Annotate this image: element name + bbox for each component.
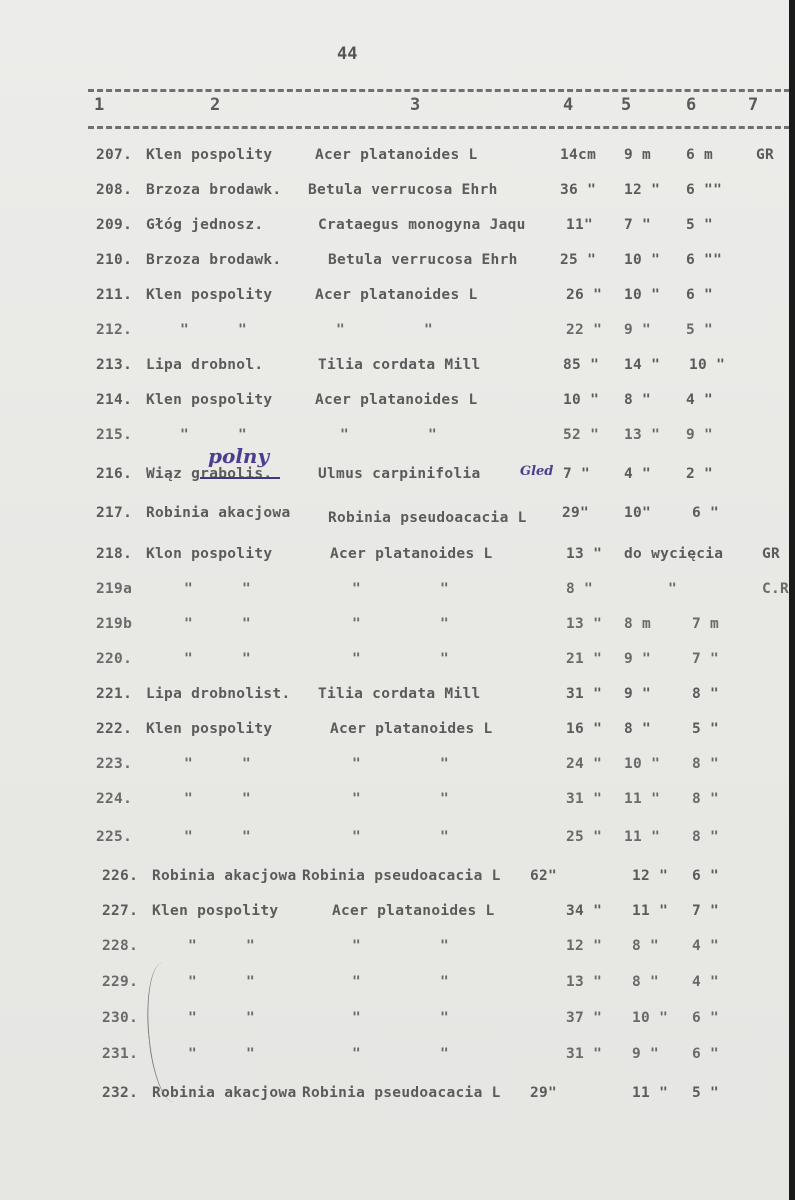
- latin-name: Robinia pseudoacacia L: [328, 510, 527, 526]
- height: 13 ": [624, 427, 661, 443]
- polish-name: " ": [184, 581, 252, 597]
- polish-name: " ": [180, 322, 248, 338]
- height: 10 ": [624, 287, 661, 303]
- row-number: 212.: [96, 322, 133, 338]
- row-number: 208.: [96, 182, 133, 198]
- crown: 6 ": [692, 505, 720, 521]
- row-number: 222.: [96, 721, 133, 737]
- crown: 5 ": [686, 322, 714, 338]
- table-row: [0, 1010, 789, 1034]
- polish-name: Wiąz grabolis.: [146, 466, 273, 482]
- diameter: 24 ": [566, 756, 603, 772]
- crown: 6 "": [686, 182, 723, 198]
- crown: 6 ": [686, 287, 714, 303]
- row-number: 211.: [96, 287, 133, 303]
- polish-name: " ": [184, 829, 252, 845]
- row-number: 219b: [96, 616, 133, 632]
- crown: 6 ": [692, 868, 720, 884]
- polish-name: Lipa drobnolist.: [146, 686, 291, 702]
- diameter: 31 ": [566, 791, 603, 807]
- polish-name: " ": [184, 616, 252, 632]
- latin-name: " ": [352, 1046, 450, 1062]
- note: C.R: [762, 581, 790, 597]
- row-number: 210.: [96, 252, 133, 268]
- latin-name: " ": [336, 322, 434, 338]
- latin-name: Tilia cordata Mill: [318, 357, 481, 373]
- height: 8 ": [632, 974, 660, 990]
- table-row: [0, 903, 789, 927]
- diameter: 31 ": [566, 1046, 603, 1062]
- diameter: 37 ": [566, 1010, 603, 1026]
- latin-name: Acer platanoides L: [315, 147, 478, 163]
- page-number: 44: [337, 44, 358, 64]
- row-number: 231.: [102, 1046, 139, 1062]
- row-number: 232.: [102, 1085, 139, 1101]
- table-row: [0, 791, 789, 815]
- note: GR: [756, 147, 775, 163]
- diameter: 22 ": [566, 322, 603, 338]
- height: 11 ": [624, 829, 661, 845]
- latin-name: Acer platanoides L: [315, 392, 478, 408]
- column-header-1: 1: [94, 95, 105, 115]
- latin-name: " ": [352, 581, 450, 597]
- row-number: 226.: [102, 868, 139, 884]
- latin-name: " ": [340, 427, 438, 443]
- height: 9 ": [624, 651, 652, 667]
- latin-name: Acer platanoides L: [332, 903, 495, 919]
- height: 4 ": [624, 466, 652, 482]
- height: 8 ": [624, 392, 652, 408]
- crown: 4 ": [692, 938, 720, 954]
- height: 12 ": [632, 868, 669, 884]
- note: GR: [762, 546, 781, 562]
- table-row: [0, 217, 789, 241]
- diameter: 13 ": [566, 546, 603, 562]
- polish-name: Głóg jednosz.: [146, 217, 264, 233]
- row-number: 230.: [102, 1010, 139, 1026]
- crown: 7 m: [692, 616, 720, 632]
- diameter: 7 ": [563, 466, 591, 482]
- latin-name: " ": [352, 829, 450, 845]
- diameter: 36 ": [560, 182, 597, 198]
- latin-name: Acer platanoides L: [330, 546, 493, 562]
- table-row: [0, 686, 789, 710]
- polish-name: " ": [184, 651, 252, 667]
- diameter: 12 ": [566, 938, 603, 954]
- diameter: 34 ": [566, 903, 603, 919]
- table-row: [0, 651, 789, 675]
- handwritten-author-mark: Gled: [520, 464, 554, 479]
- table-row: [0, 581, 789, 605]
- latin-name: Robinia pseudoacacia L: [302, 868, 501, 884]
- polish-name: " ": [188, 974, 256, 990]
- table-row: [0, 868, 789, 892]
- polish-name: " ": [180, 427, 248, 443]
- table-row: [0, 616, 789, 640]
- crown: 9 ": [686, 427, 714, 443]
- latin-name: " ": [352, 974, 450, 990]
- height: 10 ": [632, 1010, 669, 1026]
- height: 8 m: [624, 616, 652, 632]
- diameter: 29": [562, 505, 590, 521]
- row-number: 216.: [96, 466, 133, 482]
- row-number: 219a: [96, 581, 133, 597]
- table-row: [0, 182, 789, 206]
- row-number: 223.: [96, 756, 133, 772]
- polish-name: " ": [184, 756, 252, 772]
- polish-name: " ": [188, 938, 256, 954]
- polish-name: " ": [188, 1010, 256, 1026]
- polish-name: " ": [188, 1046, 256, 1062]
- height: ": [668, 581, 678, 597]
- diameter: 25 ": [560, 252, 597, 268]
- diameter: 16 ": [566, 721, 603, 737]
- latin-name: " ": [352, 651, 450, 667]
- header-bottom-rule: [88, 126, 790, 129]
- latin-name: Betula verrucosa Ehrh: [308, 182, 498, 198]
- latin-name: " ": [352, 756, 450, 772]
- latin-name: Crataegus monogyna Jaqu: [318, 217, 526, 233]
- latin-name: Acer platanoides L: [330, 721, 493, 737]
- column-header-2: 2: [210, 95, 221, 115]
- row-number: 225.: [96, 829, 133, 845]
- table-row: [0, 392, 789, 416]
- height: 11 ": [624, 791, 661, 807]
- height: 11 ": [632, 903, 669, 919]
- row-number: 228.: [102, 938, 139, 954]
- diameter: 8 ": [566, 581, 594, 597]
- table-row: [0, 252, 789, 276]
- diameter: 31 ": [566, 686, 603, 702]
- crown: 10 ": [689, 357, 726, 373]
- height: 10 ": [624, 756, 661, 772]
- table-row: [0, 466, 789, 490]
- latin-name: Betula verrucosa Ehrh: [328, 252, 518, 268]
- column-header-3: 3: [410, 95, 421, 115]
- latin-name: " ": [352, 791, 450, 807]
- polish-name: Brzoza brodawk.: [146, 252, 282, 268]
- latin-name: Acer platanoides L: [315, 287, 478, 303]
- diameter: 29": [530, 1085, 558, 1101]
- polish-name: Klon pospolity: [146, 546, 273, 562]
- latin-name: Ulmus carpinifolia: [318, 466, 481, 482]
- diameter: 62": [530, 868, 558, 884]
- crown: 8 ": [692, 756, 720, 772]
- polish-name: Klen pospolity: [146, 287, 273, 303]
- polish-name: Klen pospolity: [146, 392, 273, 408]
- crown: 8 ": [692, 791, 720, 807]
- table-row: [0, 974, 789, 998]
- diameter: 52 ": [563, 427, 600, 443]
- polish-name: Brzoza brodawk.: [146, 182, 282, 198]
- height: 11 ": [632, 1085, 669, 1101]
- crown: 6 ": [692, 1010, 720, 1026]
- table-row: [0, 721, 789, 745]
- polish-name: Klen pospolity: [146, 721, 273, 737]
- table-row: [0, 546, 789, 570]
- row-number: 221.: [96, 686, 133, 702]
- diameter: 11": [566, 217, 594, 233]
- height: 8 ": [632, 938, 660, 954]
- latin-name: " ": [352, 616, 450, 632]
- strikethrough-mark: [200, 477, 280, 479]
- height: 14 ": [624, 357, 661, 373]
- diameter: 85 ": [563, 357, 600, 373]
- latin-name: " ": [352, 1010, 450, 1026]
- crown: 7 ": [692, 651, 720, 667]
- height: 8 ": [624, 721, 652, 737]
- diameter: 26 ": [566, 287, 603, 303]
- crown: 6 ": [692, 1046, 720, 1062]
- table-row: [0, 505, 789, 529]
- table-row: [0, 287, 789, 311]
- table-row: [0, 1046, 789, 1070]
- row-number: 220.: [96, 651, 133, 667]
- column-header-7: 7: [748, 95, 759, 115]
- height: 9 m: [624, 147, 652, 163]
- table-row: [0, 427, 789, 451]
- row-number: 207.: [96, 147, 133, 163]
- header-top-rule: [88, 89, 790, 92]
- table-row: [0, 938, 789, 962]
- crown: 5 ": [692, 1085, 720, 1101]
- height: 7 ": [624, 217, 652, 233]
- polish-name: " ": [184, 791, 252, 807]
- height: 9 ": [624, 686, 652, 702]
- height: 10 ": [624, 252, 661, 268]
- table-row: [0, 322, 789, 346]
- row-number: 227.: [102, 903, 139, 919]
- height: 9 ": [624, 322, 652, 338]
- diameter: 21 ": [566, 651, 603, 667]
- table-row: [0, 357, 789, 381]
- height: 10": [624, 505, 652, 521]
- row-number: 215.: [96, 427, 133, 443]
- row-number: 213.: [96, 357, 133, 373]
- height: 12 ": [624, 182, 661, 198]
- height: do wycięcia: [624, 546, 724, 562]
- latin-name: Tilia cordata Mill: [318, 686, 481, 702]
- polish-name: Robinia akacjowa: [146, 505, 291, 521]
- diameter: 14cm: [560, 147, 597, 163]
- latin-name: Robinia pseudoacacia L: [302, 1085, 501, 1101]
- polish-name: Klen pospolity: [146, 147, 273, 163]
- crown: 6 m: [686, 147, 714, 163]
- diameter: 13 ": [566, 616, 603, 632]
- row-number: 224.: [96, 791, 133, 807]
- crown: 8 ": [692, 829, 720, 845]
- crown: 8 ": [692, 686, 720, 702]
- polish-name: Robinia akacjowa: [152, 1085, 297, 1101]
- diameter: 10 ": [563, 392, 600, 408]
- crown: 6 "": [686, 252, 723, 268]
- row-number: 214.: [96, 392, 133, 408]
- crown: 4 ": [692, 974, 720, 990]
- table-row: [0, 147, 789, 171]
- polish-name: Lipa drobnol.: [146, 357, 264, 373]
- polish-name: Robinia akacjowa: [152, 868, 297, 884]
- scan-edge: [789, 0, 795, 1200]
- crown: 5 ": [686, 217, 714, 233]
- crown: 2 ": [686, 466, 714, 482]
- row-number: 218.: [96, 546, 133, 562]
- row-number: 229.: [102, 974, 139, 990]
- latin-name: " ": [352, 938, 450, 954]
- column-header-6: 6: [686, 95, 697, 115]
- table-row: [0, 756, 789, 780]
- crown: 5 ": [692, 721, 720, 737]
- diameter: 25 ": [566, 829, 603, 845]
- handwritten-correction: polny: [208, 444, 270, 468]
- column-header-4: 4: [563, 95, 574, 115]
- crown: 7 ": [692, 903, 720, 919]
- row-number: 217.: [96, 505, 133, 521]
- table-row: [0, 829, 789, 853]
- table-row: [0, 1085, 789, 1109]
- column-header-5: 5: [621, 95, 632, 115]
- diameter: 13 ": [566, 974, 603, 990]
- row-number: 209.: [96, 217, 133, 233]
- crown: 4 ": [686, 392, 714, 408]
- height: 9 ": [632, 1046, 660, 1062]
- polish-name: Klen pospolity: [152, 903, 279, 919]
